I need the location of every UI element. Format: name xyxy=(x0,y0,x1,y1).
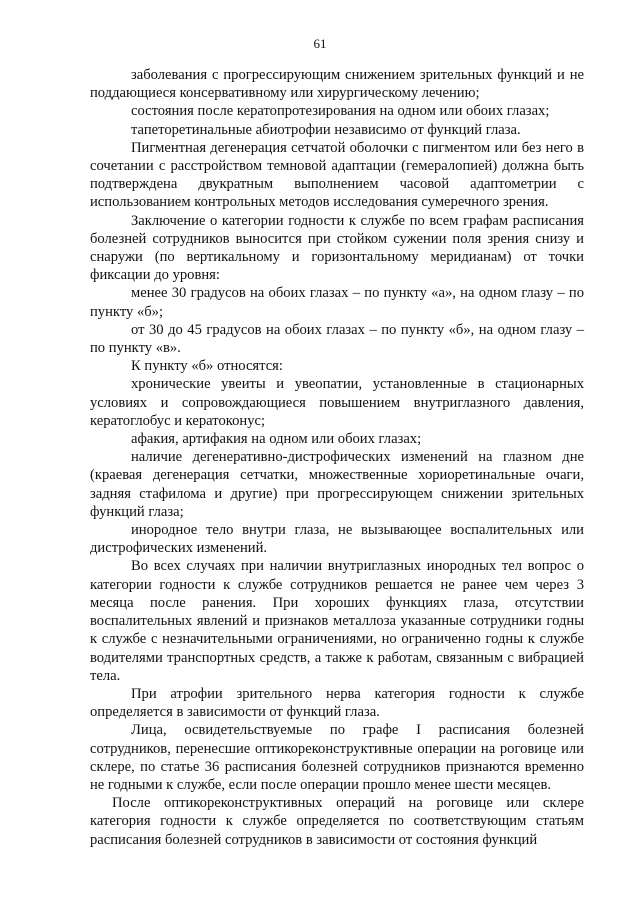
paragraph: состояния после кератопротезирования на одном или обоих глазах; xyxy=(131,103,550,120)
paragraph: При атрофии зрительного нерва категория годности к службе определяется в зависимости от функций глаза. xyxy=(90,685,584,721)
document-body xyxy=(90,66,584,849)
paragraph: от 30 до 45 градусов на обоих глазах – по пункту «б», на одном глазу – по пункту «в». xyxy=(90,321,584,357)
paragraph: менее 30 градусов на обоих глазах – по пункту «а», на одном глазу – по пункту «б»; xyxy=(90,285,584,320)
paragraph: наличие дегенеративно-дистрофических изменений на глазном дне (краевая дегенерация сетчатки, множественные хориоретинальные очаги, задняя стафилома и другие) при прогрессирующем снижении зрительных функций глаза; xyxy=(90,449,584,520)
paragraph: заболевания с прогрессирующим снижением зрительных функций и не поддающиеся консервативному или хирургическому лечению; xyxy=(90,67,584,102)
paragraph: К пункту «б» относятся: xyxy=(131,358,283,375)
paragraph: После оптикореконструктивных операций на роговице или склере категория годности к службе определяется по соответствующим статьям расписания болезней сотрудников в зависимости от состояния функций xyxy=(90,795,584,848)
paragraph: Лица, освидетельствуемые по графе I расписания болезней сотрудников, перенесшие оптикореконструктивные операции на роговице или склере, по статье 36 расписания болезней сотрудников признаются временно не годными к службе, если после операции прошло менее шести месяцев. xyxy=(90,722,584,793)
page-number: 61 xyxy=(313,36,327,51)
paragraph: Заключение о категории годности к службе по всем графам расписания болезней сотрудников выносится при стойком сужении поля зрения снизу и снаружи (по вертикальному и горизонтальному меридианам) от точки фиксации до уровня: xyxy=(90,212,584,284)
paragraph: хронические увеиты и увеопатии, установленные в стационарных условиях и сопровождающиеся повышением внутриглазного давления, кератоглобус и кератоконус; xyxy=(90,376,584,429)
paragraph: Во всех случаях при наличии внутриглазных инородных тел вопрос о категории годности к службе сотрудников решается не ранее чем через 3 месяца после ранения. При хороших функциях глаза, отсутствии воспалительных явлений и признаков металлоза указанные сотрудники годны к службе с незначительными ограничениями, но ограниченно годны к службе водителями транспортных средств, а также к работам, связанным с вибрацией тела. xyxy=(90,558,584,684)
paragraph: тапеторетинальные абиотрофии независимо от функций глаза. xyxy=(131,121,521,138)
paragraph: афакия, артифакия на одном или обоих глазах; xyxy=(131,431,422,448)
paragraph: инородное тело внутри глаза, не вызывающее воспалительных или дистрофических изменений. xyxy=(90,522,584,557)
paragraph: Пигментная дегенерация сетчатой оболочки с пигментом или без него в сочетании с расстройством темновой адаптации (гемералопией) должна быть подтверждена двукратным выполнением часовой адаптометрии с использованием контрольных методов исследования сумеречного зрения. xyxy=(90,139,584,211)
